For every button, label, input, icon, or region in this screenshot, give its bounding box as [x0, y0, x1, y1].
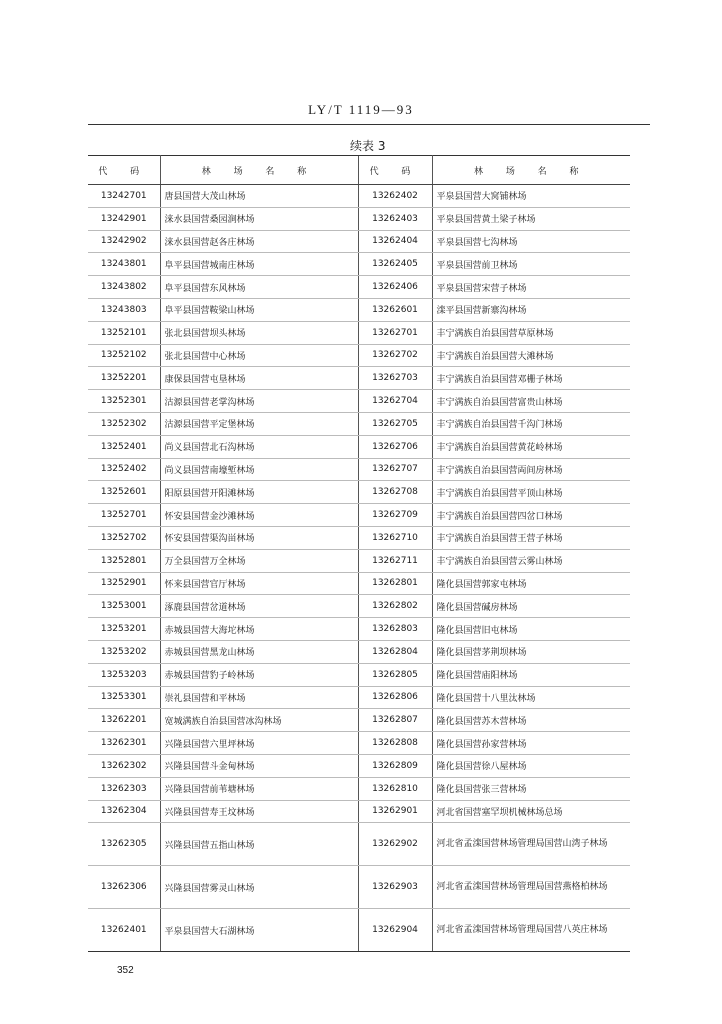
standard-header: LY/T 1119—93: [308, 102, 414, 117]
table-body: [88, 185, 630, 952]
right-code-cell: 13262708: [358, 481, 432, 504]
table-row: [88, 276, 630, 299]
left-code-cell: 13262201: [88, 709, 160, 732]
left-code-cell: 13262301: [88, 732, 160, 755]
right-name-cell: 隆化县国营茅荆坝林场: [432, 640, 630, 663]
left-code-cell: 13243803: [88, 298, 160, 321]
right-name-cell: 丰宁满族自治县国营王营子林场: [432, 526, 630, 549]
left-name-cell: 康保县国营屯垦林场: [160, 367, 358, 390]
left-code-cell: 13262305: [88, 823, 160, 866]
right-name-cell: 隆化县国营徐八屋林场: [432, 754, 630, 777]
left-code-cell: 13262304: [88, 800, 160, 823]
right-code-cell: 13262810: [358, 777, 432, 800]
header-code-right: 代 码: [358, 156, 432, 185]
left-name-cell: 唐县国营大茂山林场: [160, 185, 358, 208]
right-name-cell: 隆化县国营庙阳林场: [432, 663, 630, 686]
left-code-cell: 13252101: [88, 321, 160, 344]
table-row: [88, 800, 630, 823]
table-row: [88, 595, 630, 618]
left-name-cell: 怀来县国营官厅林场: [160, 572, 358, 595]
table-row: [88, 732, 630, 755]
left-name-cell: 张北县国营中心林场: [160, 344, 358, 367]
left-code-cell: 13252701: [88, 504, 160, 527]
left-name-cell: 兴隆县国营寿王坟林场: [160, 800, 358, 823]
table-row: [88, 504, 630, 527]
right-name-cell: 丰宁满族自治县国营富贵山林场: [432, 390, 630, 413]
table-row: [88, 390, 630, 413]
table-row: [88, 230, 630, 253]
left-name-cell: 涞水县国营桑园涧林场: [160, 207, 358, 230]
left-code-cell: 13262306: [88, 866, 160, 909]
table-row: [88, 458, 630, 481]
right-name-cell: 丰宁满族自治县国营黄花岭林场: [432, 435, 630, 458]
left-name-cell: 兴隆县国营六里坪林场: [160, 732, 358, 755]
left-code-cell: 13262303: [88, 777, 160, 800]
right-code-cell: 13262701: [358, 321, 432, 344]
left-name-cell: 涞水县国营赵各庄林场: [160, 230, 358, 253]
right-code-cell: 13262405: [358, 253, 432, 276]
left-code-cell: 13252301: [88, 390, 160, 413]
table-row: [88, 618, 630, 641]
right-name-cell: 河北省孟滦国营林场管理局国营燕格柏林场: [432, 866, 630, 909]
left-code-cell: 13252402: [88, 458, 160, 481]
right-code-cell: 13262404: [358, 230, 432, 253]
right-name-cell: 平泉县国营宋营子林场: [432, 276, 630, 299]
table-row: [88, 709, 630, 732]
right-code-cell: 13262710: [358, 526, 432, 549]
left-name-cell: 赤城县国营豹子岭林场: [160, 663, 358, 686]
left-code-cell: 13252801: [88, 549, 160, 572]
left-code-cell: 13253001: [88, 595, 160, 618]
left-code-cell: 13243801: [88, 253, 160, 276]
right-name-cell: 丰宁满族自治县国营両间房林场: [432, 458, 630, 481]
header-code-left: 代 码: [88, 156, 160, 185]
left-name-cell: 宽城满族自治县国营冰沟林场: [160, 709, 358, 732]
forest-farm-table: [88, 155, 630, 952]
table-row: [88, 754, 630, 777]
left-code-cell: 13252102: [88, 344, 160, 367]
right-name-cell: 平泉县国营七沟林场: [432, 230, 630, 253]
table-row: [88, 686, 630, 709]
right-code-cell: 13262711: [358, 549, 432, 572]
left-name-cell: 涿鹿县国营岔道林场: [160, 595, 358, 618]
left-name-cell: 万全县国营万全林场: [160, 549, 358, 572]
right-name-cell: 隆化县国营张三营林场: [432, 777, 630, 800]
table-row: [88, 207, 630, 230]
table-row: [88, 253, 630, 276]
right-code-cell: 13262903: [358, 866, 432, 909]
right-name-cell: 河北省孟滦国营林场管理局国营八英庄林场: [432, 909, 630, 952]
right-name-cell: 丰宁满族自治县国营四岔口林场: [432, 504, 630, 527]
right-code-cell: 13262802: [358, 595, 432, 618]
left-name-cell: 阜平县国营东风林场: [160, 276, 358, 299]
right-code-cell: 13262902: [358, 823, 432, 866]
right-code-cell: 13262805: [358, 663, 432, 686]
left-name-cell: 沽源县国营老掌沟林场: [160, 390, 358, 413]
left-code-cell: 13242901: [88, 207, 160, 230]
right-name-cell: 丰宁满族自治县国营云雾山林场: [432, 549, 630, 572]
right-code-cell: 13262406: [358, 276, 432, 299]
right-name-cell: 丰宁满族自治县国营千沟门林场: [432, 412, 630, 435]
right-name-cell: 隆化县国营十八里汰林场: [432, 686, 630, 709]
right-name-cell: 河北省孟滦国营林场管理局国营山湾子林场: [432, 823, 630, 866]
right-code-cell: 13262804: [358, 640, 432, 663]
left-code-cell: 13253203: [88, 663, 160, 686]
table-row: [88, 549, 630, 572]
left-name-cell: 兴隆县国营前苇塘林场: [160, 777, 358, 800]
left-code-cell: 13252601: [88, 481, 160, 504]
table-row: [88, 185, 630, 208]
left-code-cell: 13243802: [88, 276, 160, 299]
right-name-cell: 河北省国营塞罕坝机械林场总场: [432, 800, 630, 823]
right-code-cell: 13262402: [358, 185, 432, 208]
left-name-cell: 怀安县国营渠沟畄林场: [160, 526, 358, 549]
table-row: [88, 640, 630, 663]
header-rule: [88, 124, 650, 125]
right-name-cell: 平泉县国营大窝铺林场: [432, 185, 630, 208]
right-name-cell: 隆化县国营郭家屯林场: [432, 572, 630, 595]
left-name-cell: 兴隆县国营雾灵山林场: [160, 866, 358, 909]
table-row: [88, 344, 630, 367]
left-name-cell: 尚义县国营北石沟林场: [160, 435, 358, 458]
table-row: [88, 823, 630, 866]
header-name-left: 林 场 名 称: [160, 156, 358, 185]
table-row: [88, 866, 630, 909]
left-name-cell: 平泉县国营大石湖林场: [160, 909, 358, 952]
header-name-right: 林 场 名 称: [432, 156, 630, 185]
right-code-cell: 13262901: [358, 800, 432, 823]
right-code-cell: 13262707: [358, 458, 432, 481]
left-code-cell: 13253201: [88, 618, 160, 641]
left-code-cell: 13253202: [88, 640, 160, 663]
left-code-cell: 13252901: [88, 572, 160, 595]
right-code-cell: 13262808: [358, 732, 432, 755]
right-code-cell: 13262709: [358, 504, 432, 527]
right-code-cell: 13262601: [358, 298, 432, 321]
right-name-cell: 丰宁满族自治县国营草原林场: [432, 321, 630, 344]
right-code-cell: 13262809: [358, 754, 432, 777]
left-name-cell: 沽源县国营平定堡林场: [160, 412, 358, 435]
right-name-cell: 隆化县国营苏木营林场: [432, 709, 630, 732]
right-code-cell: 13262706: [358, 435, 432, 458]
left-name-cell: 赤城县国营大海坨林场: [160, 618, 358, 641]
left-code-cell: 13252401: [88, 435, 160, 458]
left-name-cell: 阳原县国营开阳滩林场: [160, 481, 358, 504]
right-code-cell: 13262803: [358, 618, 432, 641]
left-name-cell: 赤城县国营黑龙山林场: [160, 640, 358, 663]
right-code-cell: 13262807: [358, 709, 432, 732]
right-code-cell: 13262904: [358, 909, 432, 952]
left-code-cell: 13252201: [88, 367, 160, 390]
right-code-cell: 13262806: [358, 686, 432, 709]
table-row: [88, 412, 630, 435]
right-code-cell: 13262704: [358, 390, 432, 413]
page-number: 352: [117, 965, 134, 976]
table-row: [88, 435, 630, 458]
right-name-cell: 隆化县国营旧屯林场: [432, 618, 630, 641]
left-code-cell: 13262302: [88, 754, 160, 777]
left-code-cell: 13252702: [88, 526, 160, 549]
left-name-cell: 崇礼县国营和平林场: [160, 686, 358, 709]
right-code-cell: 13262702: [358, 344, 432, 367]
right-name-cell: 隆化县国营碱房林场: [432, 595, 630, 618]
left-code-cell: 13242902: [88, 230, 160, 253]
right-name-cell: 隆化县国营孙家营林场: [432, 732, 630, 755]
table-row: [88, 298, 630, 321]
right-name-cell: 丰宁满族自治县国营平顶山林场: [432, 481, 630, 504]
table-row: [88, 526, 630, 549]
right-code-cell: 13262801: [358, 572, 432, 595]
left-code-cell: 13252302: [88, 412, 160, 435]
table-row: [88, 909, 630, 952]
right-name-cell: 丰宁满族自治县国营邓栅子林场: [432, 367, 630, 390]
right-name-cell: 丰宁满族自治县国营大滩林场: [432, 344, 630, 367]
table-row: [88, 777, 630, 800]
right-code-cell: 13262703: [358, 367, 432, 390]
left-code-cell: 13242701: [88, 185, 160, 208]
left-name-cell: 怀安县国营金沙滩林场: [160, 504, 358, 527]
left-name-cell: 阜平县国营鞍梁山林场: [160, 298, 358, 321]
left-name-cell: 兴隆县国营斗金甸林场: [160, 754, 358, 777]
right-code-cell: 13262403: [358, 207, 432, 230]
left-name-cell: 兴隆县国营五指山林场: [160, 823, 358, 866]
table-row: [88, 663, 630, 686]
left-name-cell: 阜平县国营城南庄林场: [160, 253, 358, 276]
table-row: [88, 367, 630, 390]
right-name-cell: 平泉县国营黄土梁子林场: [432, 207, 630, 230]
left-name-cell: 张北县国营坝头林场: [160, 321, 358, 344]
right-name-cell: 平泉县国营前卫林场: [432, 253, 630, 276]
left-code-cell: 13262401: [88, 909, 160, 952]
table-row: [88, 321, 630, 344]
left-code-cell: 13253301: [88, 686, 160, 709]
right-name-cell: 滦平县国营新寨沟林场: [432, 298, 630, 321]
table-header-row: [88, 156, 630, 185]
left-name-cell: 尚义县国营南壕堑林场: [160, 458, 358, 481]
right-code-cell: 13262705: [358, 412, 432, 435]
table-row: [88, 481, 630, 504]
table-caption: 续表 3: [350, 139, 386, 153]
table-row: [88, 572, 630, 595]
